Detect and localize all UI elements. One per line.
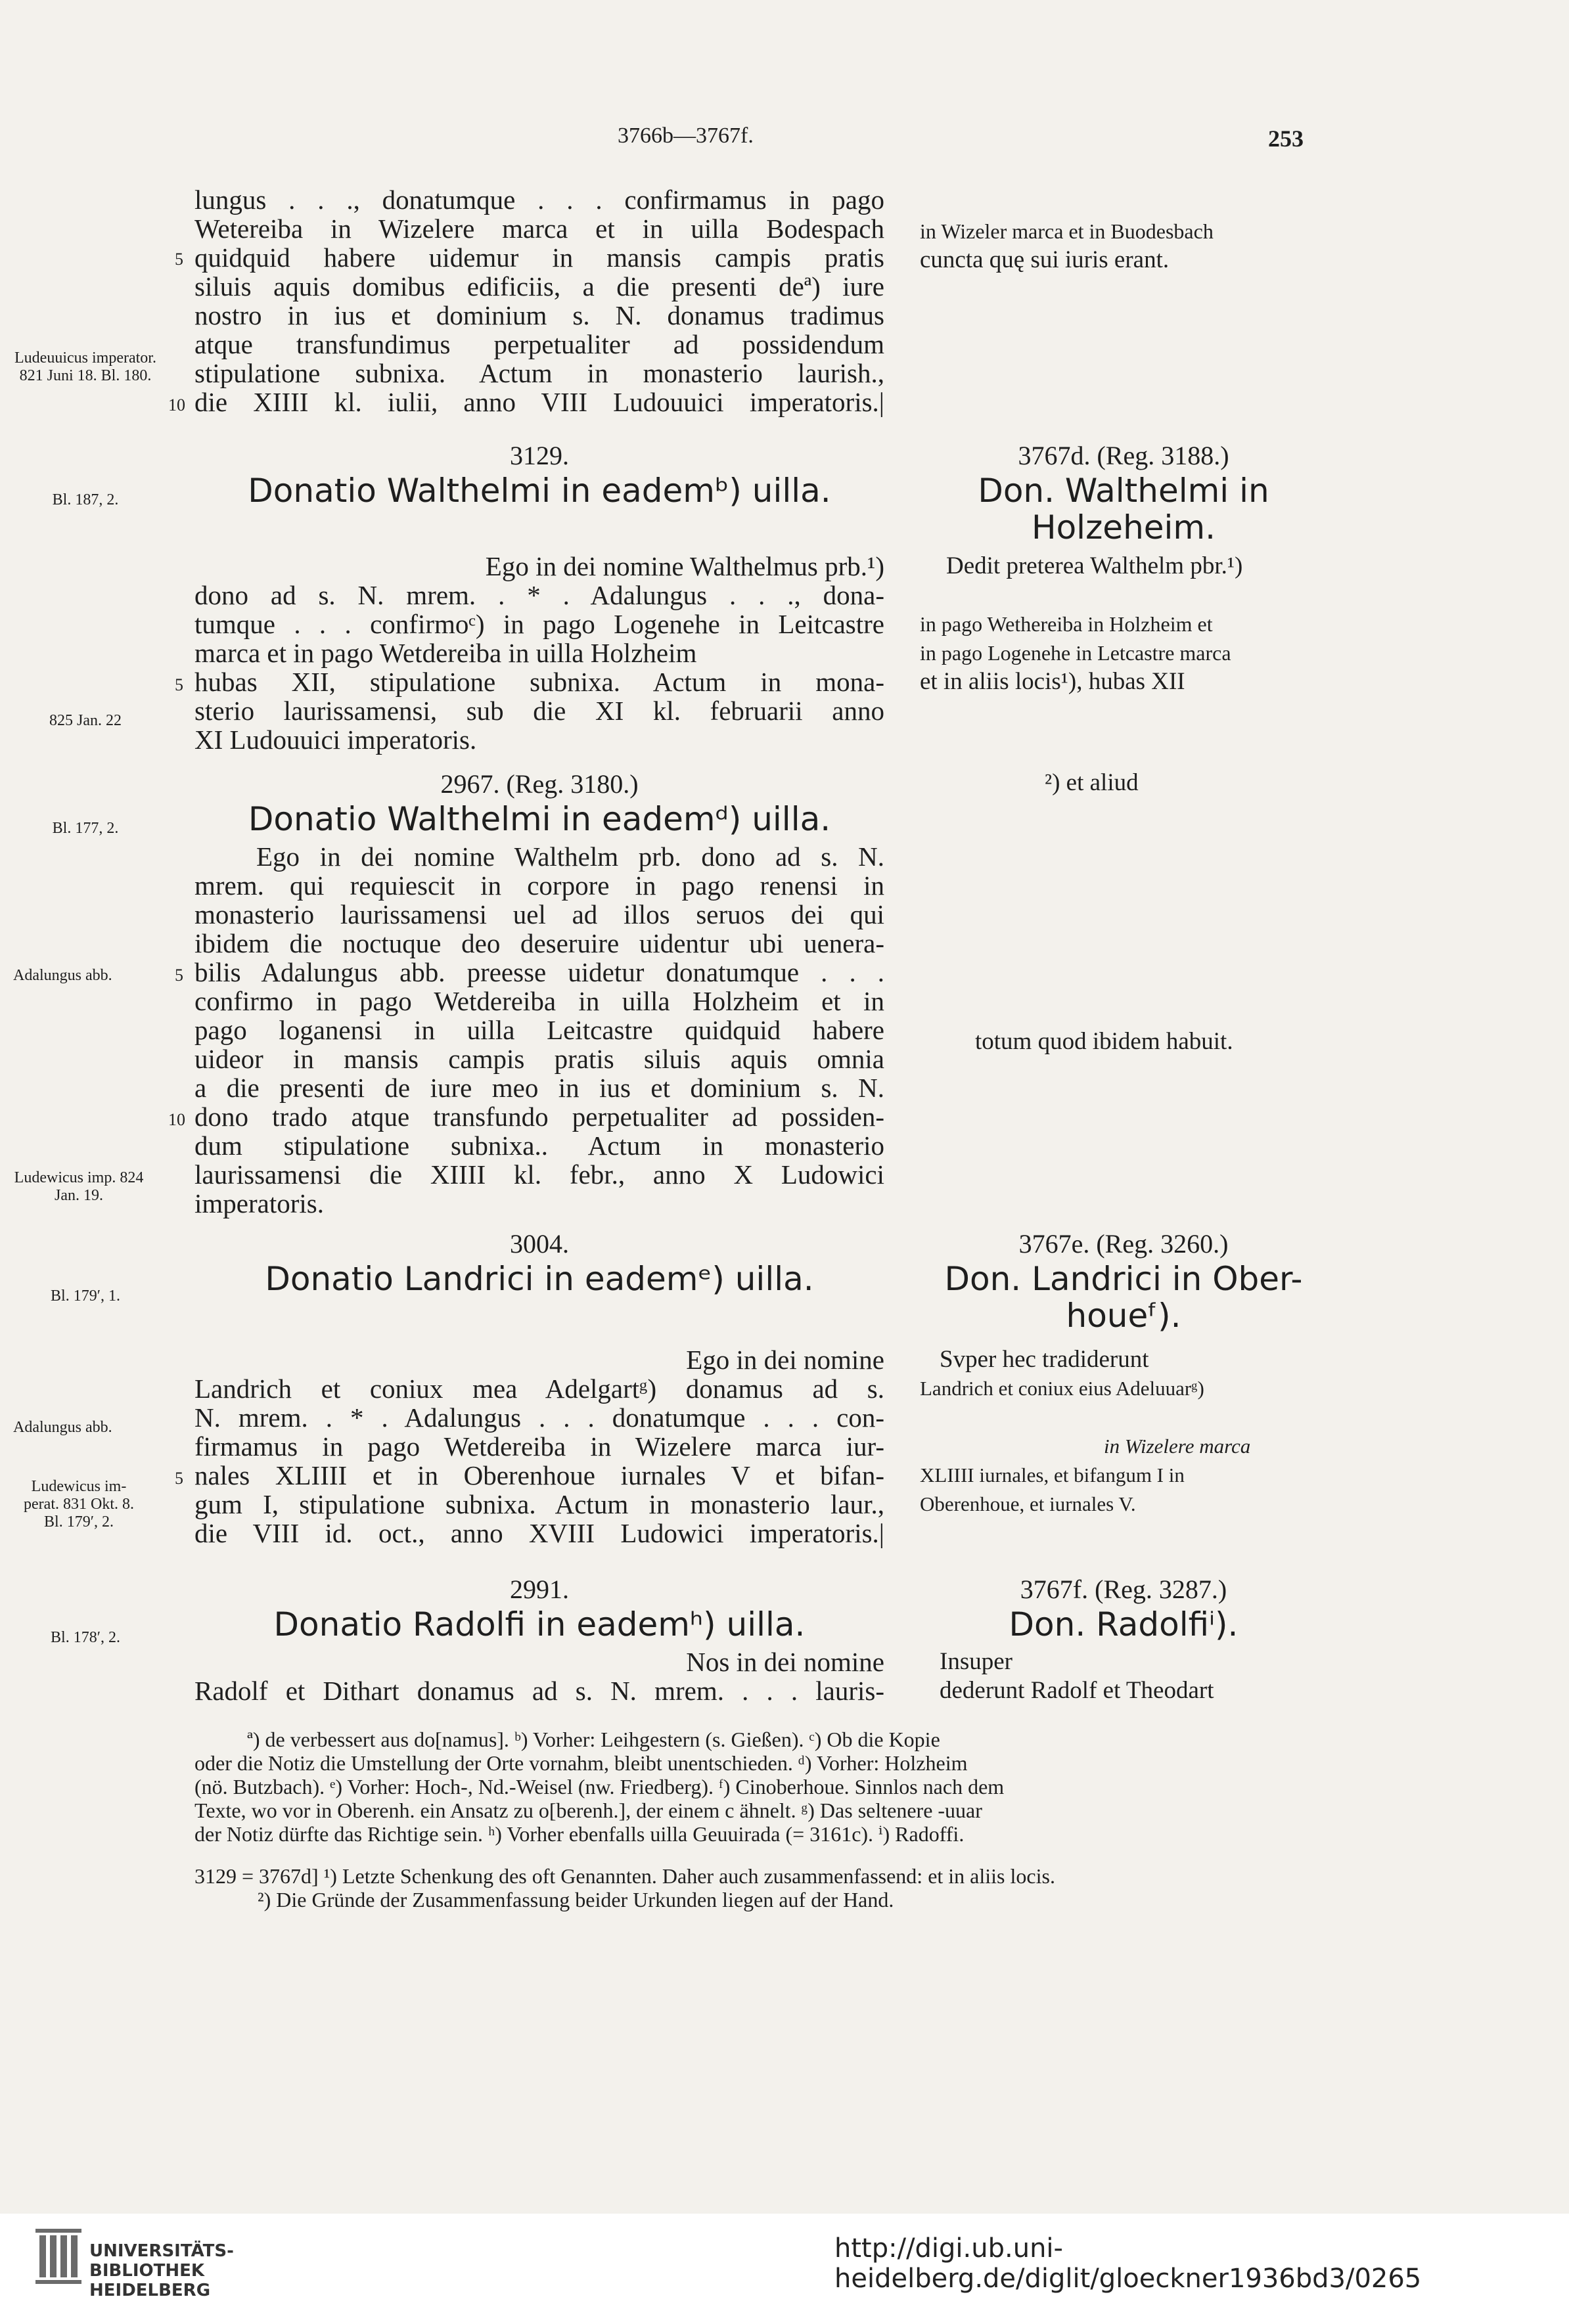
- right-column-line: dederunt Radolf et Theodart: [940, 1677, 1214, 1704]
- right-charter-rubric: houeᶠ).: [1066, 1297, 1181, 1335]
- right-column-line: Svper hec tradiderunt: [940, 1346, 1149, 1373]
- margin-emperor: Ludewicus imp. 824 Jan. 19.: [14, 1169, 144, 1204]
- right-charter-rubric: Holzeheim.: [1031, 508, 1216, 547]
- text-line: Nos in dei nomine: [686, 1647, 884, 1677]
- text-line: die XIIII kl. iulii, anno VIII Ludouuici imperatoris.|: [194, 387, 884, 417]
- source-url-link[interactable]: http://digi.ub.uni-heidelberg.de/diglit/gloeckner1936bd3/0265: [834, 2233, 1422, 2294]
- text-line: XI Ludouuici imperatoris.: [194, 725, 477, 755]
- library-logo-icon: [26, 2223, 92, 2289]
- margin-emperor: Ludewicus im- perat. 831 Okt. 8. Bl. 179′, 2.: [24, 1478, 134, 1531]
- right-column-note: totum quod ibidem habuit.: [975, 1028, 1233, 1055]
- running-header: 3766b—3767f.: [618, 123, 754, 148]
- right-charter-number: 3767d. (Reg. 3188.): [1018, 441, 1229, 470]
- right-column-line: in Wizelere marca: [1104, 1435, 1251, 1458]
- right-column-line: in Wizeler marca et in Buodesbach: [920, 219, 1214, 243]
- line-number: 5: [175, 966, 183, 985]
- right-column-line: Insuper: [940, 1648, 1012, 1675]
- line-number: 5: [175, 250, 183, 269]
- footnote-line: (nö. Butzbach). ᵉ) Vorher: Hoch-, Nd.-Weisel (nw. Friedberg). ᶠ) Cinoberhoue. Sinnlos nach dem: [194, 1775, 1005, 1799]
- line-number: 10: [168, 395, 185, 414]
- text-line: nales XLIIII et in Oberenhoue iurnales V et bifan-: [194, 1460, 884, 1490]
- footnote-line: Texte, wo vor in Oberenh. ein Ansatz zu o[berenh.], der einem c ähnelt. ᵍ) Das seltenere -uuar: [194, 1799, 982, 1822]
- text-line: nostro in ius et dominium s. N. donamus tradimus: [194, 300, 884, 330]
- right-column-line: in pago Wethereiba in Holzheim et: [920, 612, 1213, 636]
- line-number: 10: [168, 1110, 185, 1129]
- final-note-line: 3129 = 3767d] ¹) Letzte Schenkung des oft Genannten. Daher auch zusammenfassend: et in aliis locis.: [194, 1864, 1055, 1888]
- margin-ref: Bl. 178′, 2.: [51, 1629, 120, 1646]
- text-line: Ego in dei nomine Walthelmus prb.¹): [485, 551, 884, 581]
- text-line: dono ad s. N. mrem. . * . Adalungus . . ., dona-: [194, 580, 884, 610]
- text-line: marca et in pago Wetdereiba in uilla Holzheim: [194, 638, 697, 668]
- text-line: gum I, stipulatione subnixa. Actum in monasterio laur.,: [194, 1489, 884, 1519]
- charter-rubric: Donatio Landrici in eademᵉ) uilla.: [265, 1260, 814, 1298]
- text-line: Landrich et coniux mea Adelgartᵍ) donamus ad s.: [194, 1374, 884, 1404]
- text-line: dono trado atque transfundo perpetualiter ad possiden-: [194, 1102, 884, 1132]
- footnote-line: oder die Notiz die Umstellung der Orte vornahm, bleibt unentschieden. ᵈ) Vorher: Holzheim: [194, 1751, 968, 1775]
- right-column-line: et in aliis locis¹), hubas XII: [920, 668, 1185, 695]
- right-charter-rubric: Don. Landrici in Ober-: [944, 1260, 1303, 1298]
- right-column-line: Dedit preterea Walthelm pbr.¹): [946, 552, 1243, 579]
- text-line: atque transfundimus perpetualiter ad possidendum: [194, 329, 884, 359]
- margin-abbot: Adalungus abb.: [13, 967, 112, 984]
- text-line: Radolf et Dithart donamus ad s. N. mrem. . . . lauris-: [194, 1676, 884, 1706]
- text-line: imperatoris.: [194, 1188, 324, 1218]
- text-line: N. mrem. . * . Adalungus . . . donatumque . . . con-: [194, 1402, 884, 1433]
- right-charter-number: 3767f. (Reg. 3287.): [1020, 1575, 1227, 1604]
- margin-date: 825 Jan. 22: [49, 712, 122, 729]
- text-line: dum stipulatione subnixa.. Actum in monasterio: [194, 1130, 884, 1161]
- charter-number: 3129.: [510, 441, 569, 470]
- footnote-line: ª) de verbessert aus do[namus]. ᵇ) Vorher: Leihgestern (s. Gießen). ᶜ) Ob die Kopie: [247, 1728, 940, 1751]
- charter-rubric: Donatio Walthelmi in eademᵈ) uilla.: [248, 800, 831, 838]
- page-number: 253: [1268, 125, 1304, 152]
- right-column-line: cuncta quę sui iuris erant.: [920, 246, 1170, 273]
- text-line: uideor in mansis campis pratis siluis aquis omnia: [194, 1044, 884, 1074]
- line-number: 5: [175, 1469, 183, 1488]
- text-line: lungus . . ., donatumque . . . confirmamus in pago: [194, 185, 884, 215]
- right-charter-number: 3767e. (Reg. 3260.): [1018, 1229, 1229, 1259]
- text-line: hubas XII, stipulatione subnixa. Actum in mona-: [194, 667, 884, 697]
- right-charter-rubric: Don. Walthelmi in: [978, 472, 1269, 510]
- right-column-line: XLIIII iurnales, et bifangum I in: [920, 1464, 1185, 1486]
- text-line: Ego in dei nomine Walthelm prb. dono ad s. N.: [256, 841, 884, 872]
- margin-ref: Bl. 187, 2.: [52, 491, 119, 508]
- library-name: UNIVERSITÄTS- BIBLIOTHEK HEIDELBERG: [89, 2241, 234, 2300]
- text-line: a die presenti de iure meo in ius et dominium s. N.: [194, 1073, 884, 1103]
- text-line: Wetereiba in Wizelere marca et in uilla Bodespach: [194, 213, 884, 244]
- text-line: sterio laurissamensi, sub die XI kl. februarii anno: [194, 696, 884, 726]
- right-column-line: Landrich et coniux eius Adeluuarᵍ): [920, 1377, 1204, 1400]
- right-column-line: Oberenhoue, et iurnales V.: [920, 1492, 1136, 1515]
- text-line: firmamus in pago Wetdereiba in Wizelere marca iur-: [194, 1431, 884, 1462]
- text-line: confirmo in pago Wetdereiba in uilla Holzheim et in: [194, 986, 884, 1016]
- text-line: bilis Adalungus abb. preesse uidetur donatumque . . .: [194, 957, 884, 987]
- text-line: ibidem die noctuque deo deseruire uidentur ubi uenera-: [194, 928, 884, 958]
- text-line: pago loganensi in uilla Leitcastre quidquid habere: [194, 1015, 884, 1045]
- text-line: die VIII id. oct., anno XVIII Ludowici imperatoris.|: [194, 1518, 884, 1548]
- line-number: 5: [175, 675, 183, 694]
- charter-number: 3004.: [510, 1229, 569, 1259]
- charter-rubric: Donatio Walthelmi in eademᵇ) uilla.: [248, 472, 831, 510]
- margin-abbot: Adalungus abb.: [13, 1419, 112, 1436]
- right-column-note: ²) et aliud: [1045, 769, 1139, 796]
- text-line: mrem. qui requiescit in corpore in pago renensi in: [194, 870, 884, 901]
- margin-note: Ludeuuicus imperator. 821 Juni 18. Bl. 180.: [14, 349, 156, 384]
- charter-rubric: Donatio Radolfi in eademʰ) uilla.: [273, 1605, 806, 1643]
- final-note-line: ²) Die Gründe der Zusammenfassung beider Urkunden liegen auf der Hand.: [258, 1888, 894, 1911]
- margin-ref: Bl. 179′, 1.: [51, 1287, 120, 1305]
- right-column-line: in pago Logenehe in Letcastre marca: [920, 641, 1231, 665]
- text-line: quidquid habere uidemur in mansis campis pratis: [194, 242, 884, 273]
- text-line: stipulatione subnixa. Actum in monasterio laurish.,: [194, 358, 884, 388]
- right-charter-rubric: Don. Radolfiⁱ).: [1009, 1605, 1239, 1643]
- text-line: monasterio laurissamensi uel ad illos seruos dei qui: [194, 899, 884, 929]
- text-line: laurissamensi die XIIII kl. febr., anno X Ludowici: [194, 1159, 884, 1190]
- footnote-line: der Notiz dürfte das Richtige sein. ʰ) Vorher ebenfalls uilla Geuuirada (= 3161c). ⁱ) Radoffi.: [194, 1822, 965, 1846]
- charter-number: 2967. (Reg. 3180.): [440, 769, 639, 799]
- text-line: siluis aquis domibus edificiis, a die presenti deª) iure: [194, 271, 884, 302]
- margin-ref: Bl. 177, 2.: [52, 820, 119, 837]
- text-line: Ego in dei nomine: [686, 1345, 884, 1375]
- charter-number: 2991.: [510, 1575, 569, 1604]
- text-line: tumque . . . confirmoᶜ) in pago Logenehe in Leitcastre: [194, 609, 884, 639]
